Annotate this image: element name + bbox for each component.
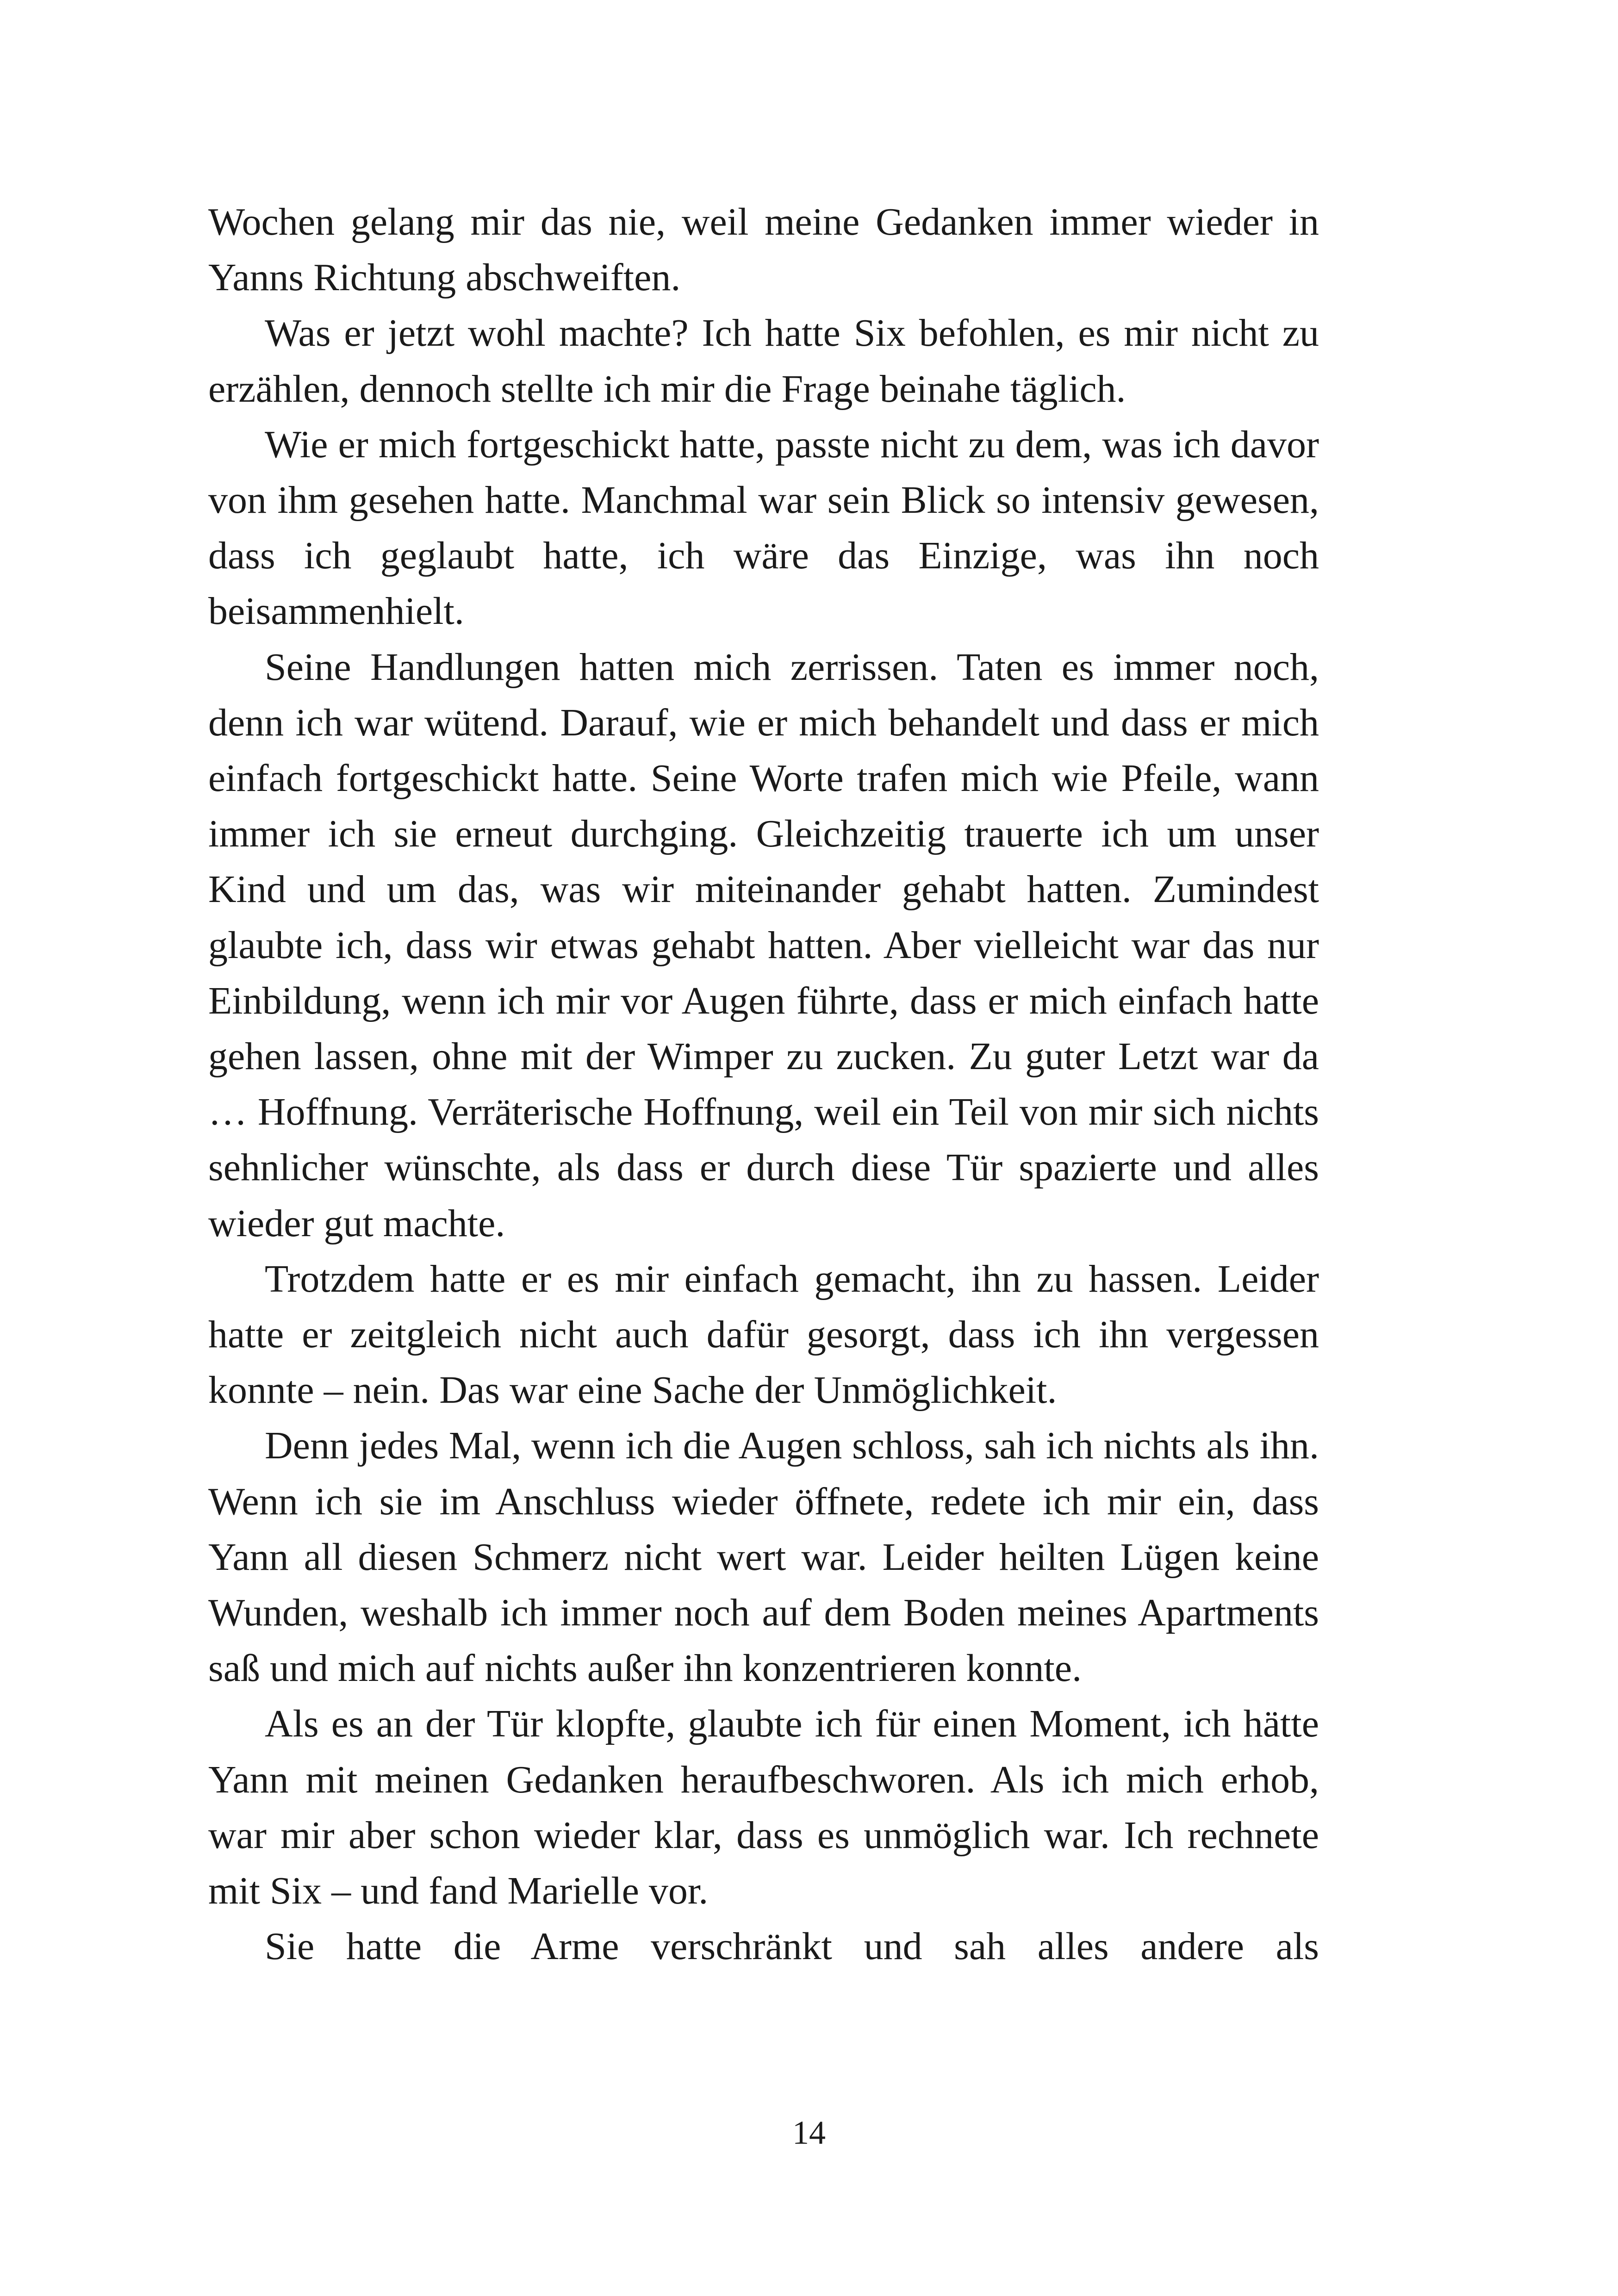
page-number: 14	[792, 2114, 826, 2151]
paragraph-2: Was er jetzt wohl machte? Ich hatte Six befohlen, es mir nicht zu erzählen, dennoch stellte ich mir die Frage beinahe täglich.	[208, 311, 1319, 411]
body-text	[208, 194, 1319, 1975]
paragraph-3: Wie er mich fortgeschickt hatte, passte nicht zu dem, was ich davor von ihm gesehen hatte. Manchmal war sein Blick so intensiv gewesen, dass ich geglaubt hatte, ich wäre das Einzige, was ihn noch beisammenhielt.	[208, 423, 1319, 633]
paragraph-4: Seine Handlungen hatten mich zerrissen. Taten es immer noch, denn ich war wütend. Darauf, wie er mich behandelt und dass er mich einfach fortgeschickt hatte. Seine Worte trafen mich wie Pfeile, wann immer ich sie erneut durchging. Gleichzeitig trauerte ich um unser Kind und um das, was wir miteinander gehabt hatten. Zumindest glaubte ich, dass wir etwas gehabt hatten. Aber vielleicht war das nur Einbildung, wenn ich mir vor Augen führte, dass er mich einfach hatte gehen lassen, ohne mit der Wimper zu zucken. Zu guter Letzt war da … Hoffnung. Verräterische Hoffnung, weil ein Teil von mir sich nichts sehnlicher wünschte, als dass er durch diese Tür spazierte und alles wieder gut machte.	[208, 645, 1319, 1245]
paragraph-7: Als es an der Tür klopfte, glaubte ich für einen Moment, ich hätte Yann mit meinen Gedanken heraufbeschworen. Als ich mich erhob, war mir aber schon wieder klar, dass es unmöglich war. Ich rechnete mit Six – und fand Marielle vor.	[208, 1702, 1319, 1913]
paragraph-5: Trotzdem hatte er es mir einfach gemacht, ihn zu hassen. Leider hatte er zeitgleich nicht auch dafür gesorgt, dass ich ihn vergessen konnte – nein. Das war eine Sache der Unmöglichkeit.	[208, 1257, 1319, 1412]
paragraph-1: Wochen gelang mir das nie, weil meine Gedanken immer wieder in Yanns Richtung abschweiften.	[208, 200, 1319, 299]
paragraph-6: Denn jedes Mal, wenn ich die Augen schloss, sah ich nichts als ihn. Wenn ich sie im Anschluss wieder öffnete, redete ich mir ein, dass Yann all diesen Schmerz nicht wert war. Leider heilten Lügen keine Wunden, weshalb ich immer noch auf dem Boden meines Apartments saß und mich auf nichts außer ihn konzentrieren konnte.	[208, 1424, 1319, 1690]
paragraph-8: Sie hatte die Arme verschränkt und sah alles andere als	[265, 1925, 1319, 1968]
